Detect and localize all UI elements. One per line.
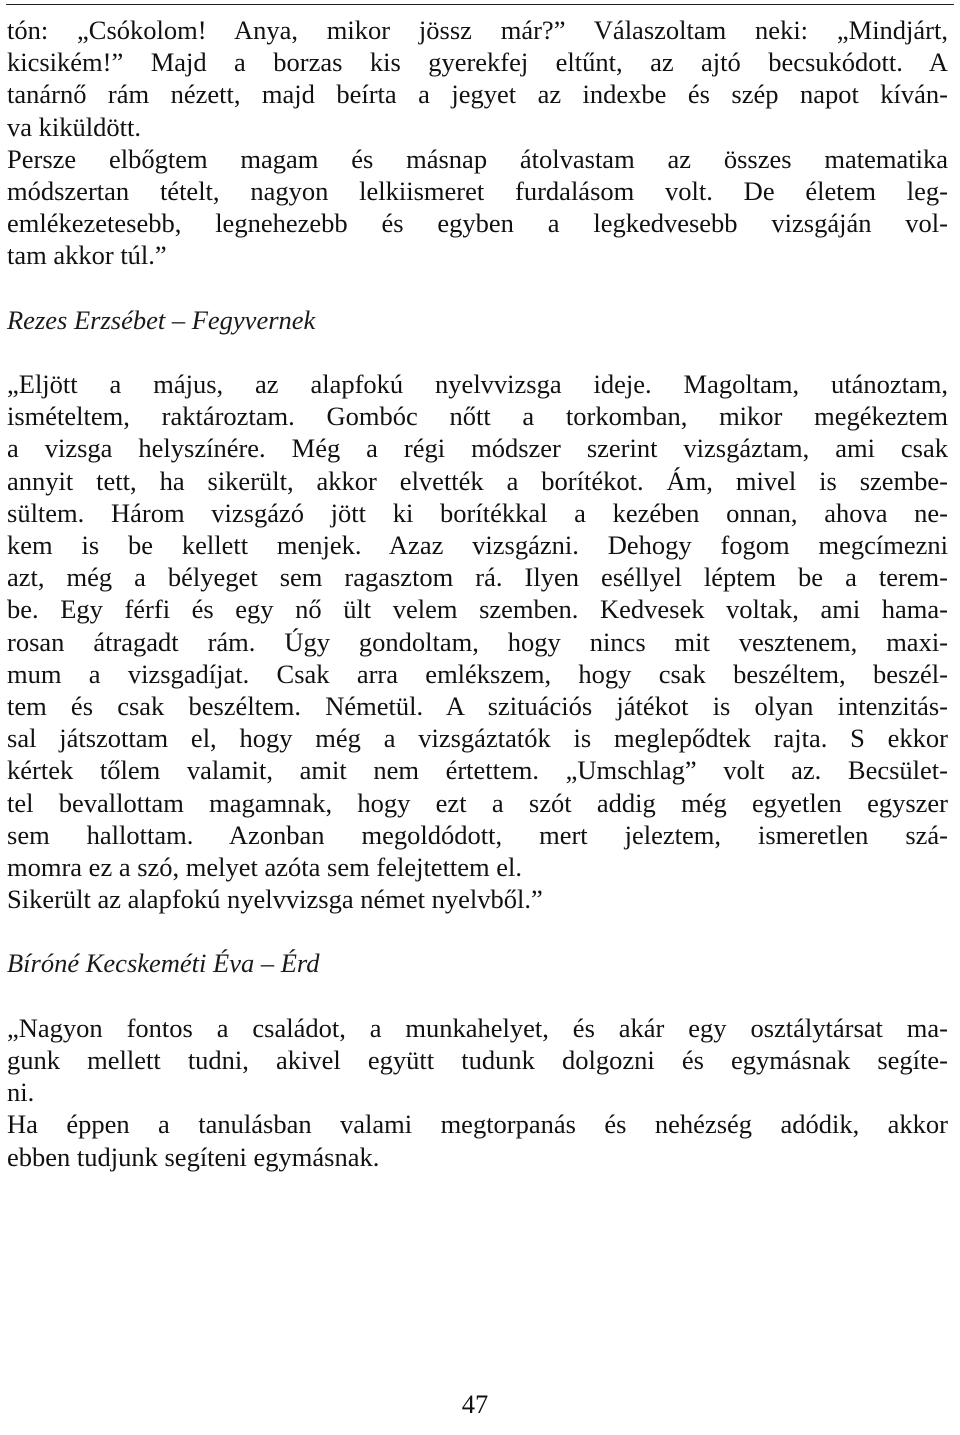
text-line: Sikerült az alapfokú nyelvvizsga német nyelvből.” (7, 884, 543, 915)
text-line: kicsikém!” Majd a borzas kis gyerekfej eltűnt, az ajtó becsukódott. A (7, 47, 948, 78)
text-line: sültem. Három vizsgázó jött ki borítékkal a kezében onnan, ahova ne- (7, 497, 948, 528)
text-line: va kiküldött. (7, 111, 141, 142)
text-line: tel bevallottam magamnak, hogy ezt a szót addig még egyetlen egyszer (7, 787, 948, 818)
text-line: emlékezetesebb, legnehezebb és egyben a legkedvesebb vizsgáján vol- (7, 208, 948, 239)
text-line: „Eljött a május, az alapfokú nyelvvizsga ideje. Magoltam, utánoztam, (7, 369, 948, 400)
text-line: a vizsga helyszínére. Még a régi módszer szerint vizsgáztam, ami csak (7, 433, 948, 464)
text-line: rosan átragadt rám. Úgy gondoltam, hogy nincs mit vesztenem, maxi- (7, 626, 948, 657)
page-body (7, 14, 948, 1173)
text-line: tón: „Csókolom! Anya, mikor jössz már?” Válaszoltam neki: „Mindjárt, (7, 15, 948, 45)
text-line: kértek tőlem valamit, amit nem értettem. „Umschlag” volt az. Becsület- (7, 755, 948, 786)
text-line: azt, még a bélyeget sem ragasztom rá. Ilyen eséllyel léptem be a terem- (7, 562, 948, 593)
author-rezes: Rezes Erzsébet – Fegyvernek (7, 304, 316, 335)
text-line: módszertan tételt, nagyon lelkiismeret furdalásom volt. De életem leg- (7, 175, 948, 206)
top-rule (6, 4, 954, 5)
text-line: Persze elbőgtem magam és másnap átolvastam az összes matematika (7, 143, 948, 174)
text-line: momra ez a szó, melyet azóta sem felejtettem el. (7, 851, 523, 882)
text-line: ismételtem, raktároztam. Gombóc nőtt a torkomban, mikor megékeztem (7, 401, 948, 432)
text-line: mum a vizsgadíjat. Csak arra emlékszem, hogy csak beszéltem, beszél- (7, 658, 948, 689)
text-line: annyit tett, ha sikerült, akkor elvették a borítékot. Ám, mivel is szembe- (7, 465, 948, 496)
page-number: 47 (461, 1389, 489, 1419)
text-line: be. Egy férfi és egy nő ült velem szemben. Kedvesek voltak, ami hama- (7, 594, 948, 625)
text-line: Ha éppen a tanulásban valami megtorpanás és nehézség adódik, akkor (7, 1109, 948, 1140)
story-birone (7, 1012, 948, 1173)
story-continuation (7, 14, 948, 272)
story-rezes (7, 368, 948, 915)
text-line: ebben tudjunk segíteni egymásnak. (7, 1141, 380, 1172)
text-line: ni. (7, 1077, 35, 1108)
text-line: kem is be kellett menjek. Azaz vizsgázni. Dehogy fogom megcímezni (7, 530, 948, 560)
text-line: sem hallottam. Azonban megoldódott, mert jeleztem, ismeretlen szá- (7, 819, 948, 850)
author-birone: Bíróné Kecskeméti Éva – Érd (7, 948, 320, 979)
text-line: tanárnő rám nézett, majd beírta a jegyet az indexbe és szép napot kíván- (7, 79, 948, 110)
text-line: sal játszottam el, hogy még a vizsgáztatók is meglepődtek rajta. S ekkor (7, 723, 948, 754)
text-line: gunk mellett tudni, akivel együtt tudunk dolgozni és egymásnak segíte- (7, 1045, 948, 1075)
text-line: „Nagyon fontos a családot, a munkahelyet, és akár egy osztálytársat ma- (7, 1012, 948, 1043)
text-line: tam akkor túl.” (7, 240, 167, 271)
text-line: tem és csak beszéltem. Németül. A szituációs játékot is olyan intenzitás- (7, 690, 948, 721)
